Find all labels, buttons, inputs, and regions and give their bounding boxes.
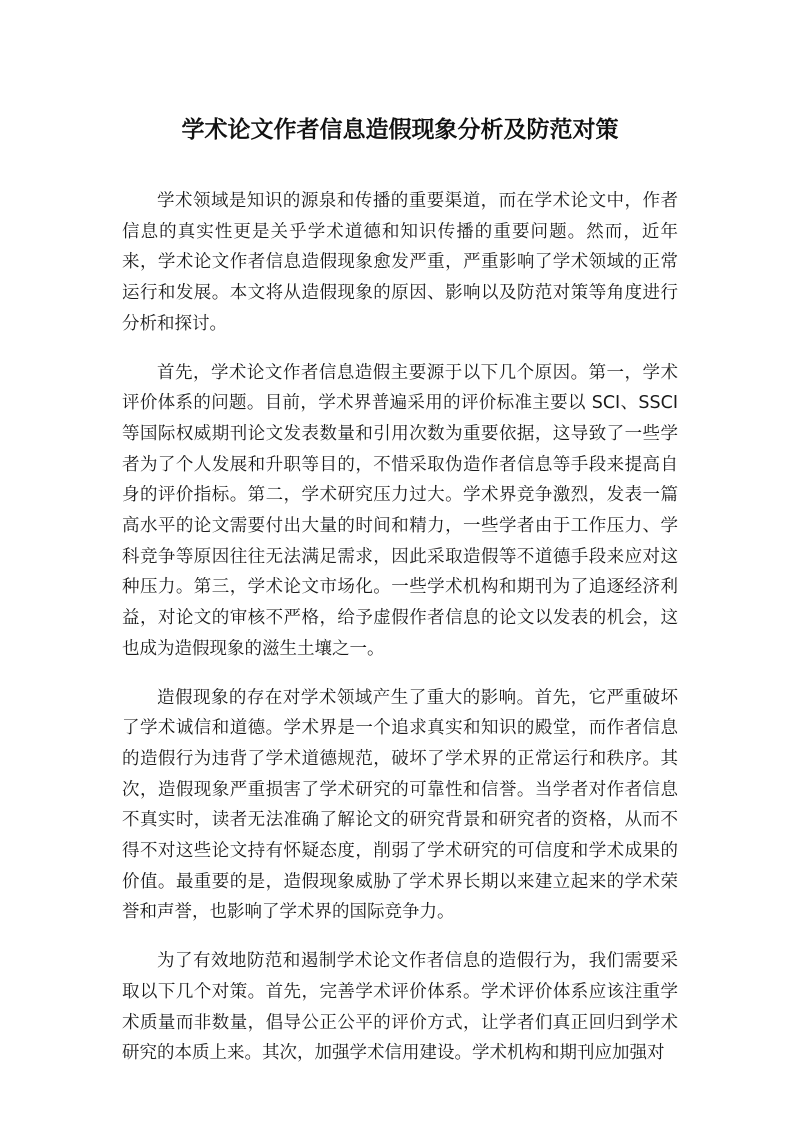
paragraph-causes: 首先，学术论文作者信息造假主要源于以下几个原因。第一，学术评价体系的问题。目前，学术界普遍采用的评价标准主要以 SCI、SSCI 等国际权威期刊论文发表数量和引用次数为重要依据，这导致了一些学者为了个人发展和升职等目的，不惜采取伪造作者信息等手段来提高自身的评价指标。第二，学术研究压力过大。学术界竞争激烈，发表一篇高水平的论文需要付出大量的时间和精力，一些学者由于工作压力、学科竞争等原因往往无法满足需求，因此采取造假等不道德手段来应对这种压力。第三，学术论文市场化。一些学术机构和期刊为了追逐经济利益，对论文的审核不严格，给予虚假作者信息的论文以发表的机会，这也成为造假现象的滋生土壤之一。	[122, 362, 678, 659]
document-title: 学术论文作者信息造假现象分析及防范对策	[181, 117, 619, 143]
paragraph-countermeasures: 为了有效地防范和遏制学术论文作者信息的造假行为，我们需要采取以下几个对策。首先，完善学术评价体系。学术评价体系应该注重学术质量而非数量，倡导公正公平的评价方式，让学者们真正回归到学术研究的本质上来。其次，加强学术信用建设。学术机构和期刊应加强对	[122, 951, 678, 1064]
document-body	[122, 186, 678, 1087]
paragraph-impacts: 造假现象的存在对学术领域产生了重大的影响。首先，它严重破坏了学术诚信和道德。学术界是一个追求真实和知识的殿堂，而作者信息的造假行为违背了学术道德规范，破坏了学术界的正常运行和秩序。其次，造假现象严重损害了学术研究的可靠性和信誉。当学者对作者信息不真实时，读者无法准确了解论文的研究背景和研究者的资格，从而不得不对这些论文持有怀疑态度，削弱了学术研究的可信度和学术成果的价值。最重要的是，造假现象威胁了学术界长期以来建立起来的学术荣誉和声誉，也影响了学术界的国际竞争力。	[122, 687, 678, 923]
paragraph-intro: 学术领域是知识的源泉和传播的重要渠道，而在学术论文中，作者信息的真实性更是关乎学术道德和知识传播的重要问题。然而，近年来，学术论文作者信息造假现象愈发严重，严重影响了学术领域的正常运行和发展。本文将从造假现象的原因、影响以及防范对策等角度进行分析和探讨。	[122, 191, 678, 334]
